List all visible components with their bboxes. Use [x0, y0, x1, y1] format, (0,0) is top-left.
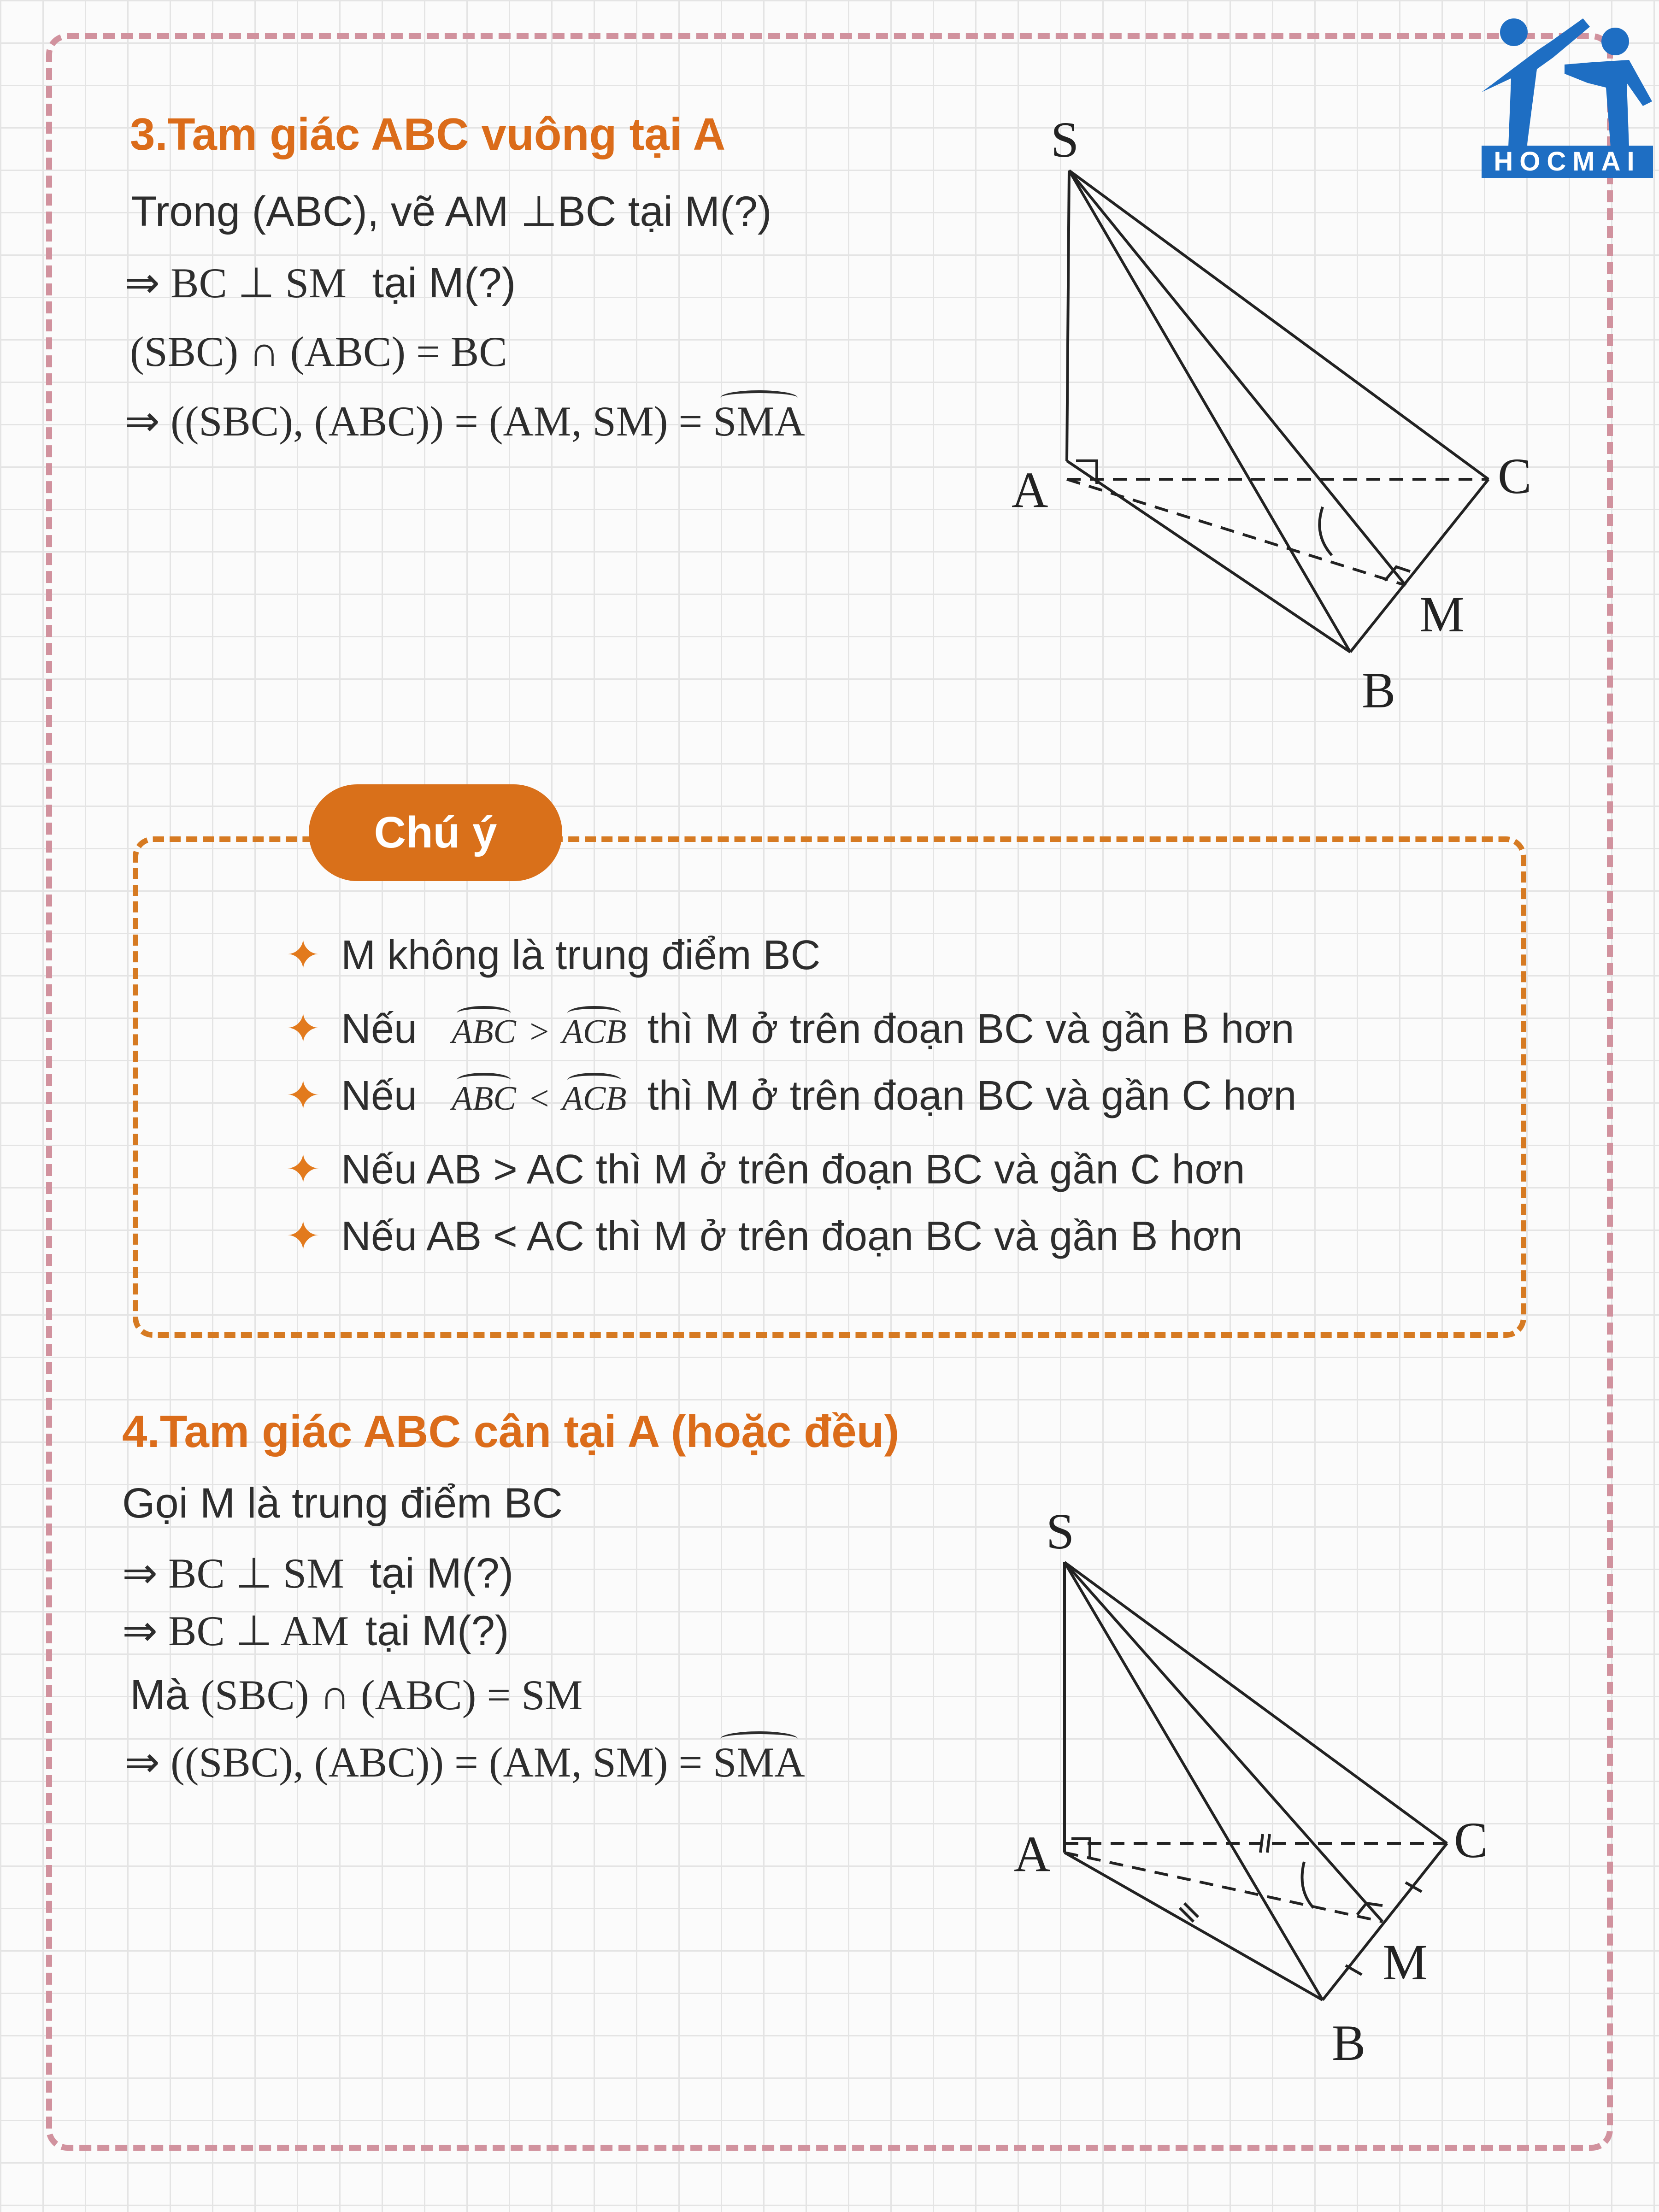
section4-line5	[124, 1737, 805, 1787]
section4-line1: Gọi M là trung điểm BC	[122, 1480, 563, 1527]
angle-abc: ABC	[452, 1013, 516, 1051]
angle-acb: ACB	[562, 1013, 627, 1051]
fig1-label-b: B	[1362, 662, 1396, 718]
section4-line4-math: (SBC) ∩ (ABC) = SM	[200, 1671, 583, 1718]
note-bullet-5	[286, 1212, 1243, 1260]
logo-text: HOCMAI	[1482, 146, 1653, 178]
note-bullet-2	[286, 1005, 1294, 1053]
section3-line2	[124, 258, 516, 307]
section4-line4-pre: Mà	[130, 1671, 189, 1718]
comparison-op: >	[527, 1013, 551, 1051]
section4-line5-angle: SMA	[713, 1739, 805, 1786]
note-bullet-4	[286, 1145, 1245, 1194]
note-badge: Chú ý	[309, 784, 562, 881]
fig1-label-a: A	[1012, 462, 1048, 518]
fig2-label-b: B	[1332, 2015, 1366, 2071]
pyramid-figure-2	[991, 1488, 1567, 2088]
fig2-label-s: S	[1046, 1503, 1075, 1559]
note-bullet-3-post: thì M ở trên đoạn BC và gần C hơn	[647, 1073, 1297, 1119]
section4-line3	[122, 1606, 509, 1655]
section4-line2-text: tại M(?)	[370, 1550, 514, 1597]
section4-line2	[122, 1548, 513, 1598]
note-bullet-3	[286, 1071, 1296, 1120]
section4-line3-text: tại M(?)	[365, 1607, 509, 1654]
section3-line2-text: tại M(?)	[372, 259, 516, 306]
section4-line3-math: ⇒ BC ⊥ AM	[122, 1607, 349, 1654]
section3-line1: Trong (ABC), vẽ AM ⊥BC tại M(?)	[131, 188, 772, 235]
note-bullet-2-pre: Nếu	[341, 1006, 418, 1052]
fig2-label-a: A	[1014, 1826, 1051, 1882]
star-icon: ✦	[286, 932, 321, 978]
section3-line4	[124, 396, 805, 446]
section4-line5-a: ⇒ ((SBC), (ABC)) = (AM, SM) =	[124, 1739, 713, 1786]
section3-line4-a: ⇒ ((SBC), (ABC)) = (AM, SM) =	[124, 398, 713, 445]
fig1-label-c: C	[1498, 448, 1532, 504]
angle-abc: ABC	[452, 1080, 516, 1118]
section3-line4-angle: SMA	[713, 398, 805, 445]
section3-line2-math: ⇒ BC ⊥ SM	[124, 259, 347, 306]
star-icon: ✦	[286, 1073, 321, 1119]
note-bullet-1-text: M không là trung điểm BC	[341, 932, 821, 978]
note-bullet-4-text: Nếu AB > AC thì M ở trên đoạn BC và gần C hơn	[341, 1147, 1245, 1193]
fig1-label-m: M	[1419, 586, 1465, 642]
fig1-label-s: S	[1051, 112, 1079, 168]
star-icon: ✦	[286, 1006, 321, 1052]
section4-title: 4.Tam giác ABC cân tại A (hoặc đều)	[122, 1406, 900, 1457]
note-bullet-2-post: thì M ở trên đoạn BC và gần B hơn	[647, 1006, 1294, 1052]
section4-line2-math: ⇒ BC ⊥ SM	[122, 1550, 344, 1597]
star-icon: ✦	[286, 1213, 321, 1259]
angle-acb: ACB	[562, 1080, 627, 1118]
section3-title: 3.Tam giác ABC vuông tại A	[130, 109, 726, 159]
fig2-label-m: M	[1382, 1934, 1428, 1990]
section3-line3: (SBC) ∩ (ABC) = BC	[130, 328, 507, 375]
fig2-label-c: C	[1454, 1812, 1488, 1868]
star-icon: ✦	[286, 1147, 321, 1193]
note-bullet-3-pre: Nếu	[341, 1073, 418, 1119]
note-bullet-5-text: Nếu AB < AC thì M ở trên đoạn BC và gần B hơn	[341, 1213, 1243, 1259]
pyramid-figure-1	[991, 101, 1567, 733]
comparison-op: <	[527, 1080, 551, 1118]
section4-line4	[130, 1671, 582, 1719]
note-bullet-1	[286, 931, 821, 979]
